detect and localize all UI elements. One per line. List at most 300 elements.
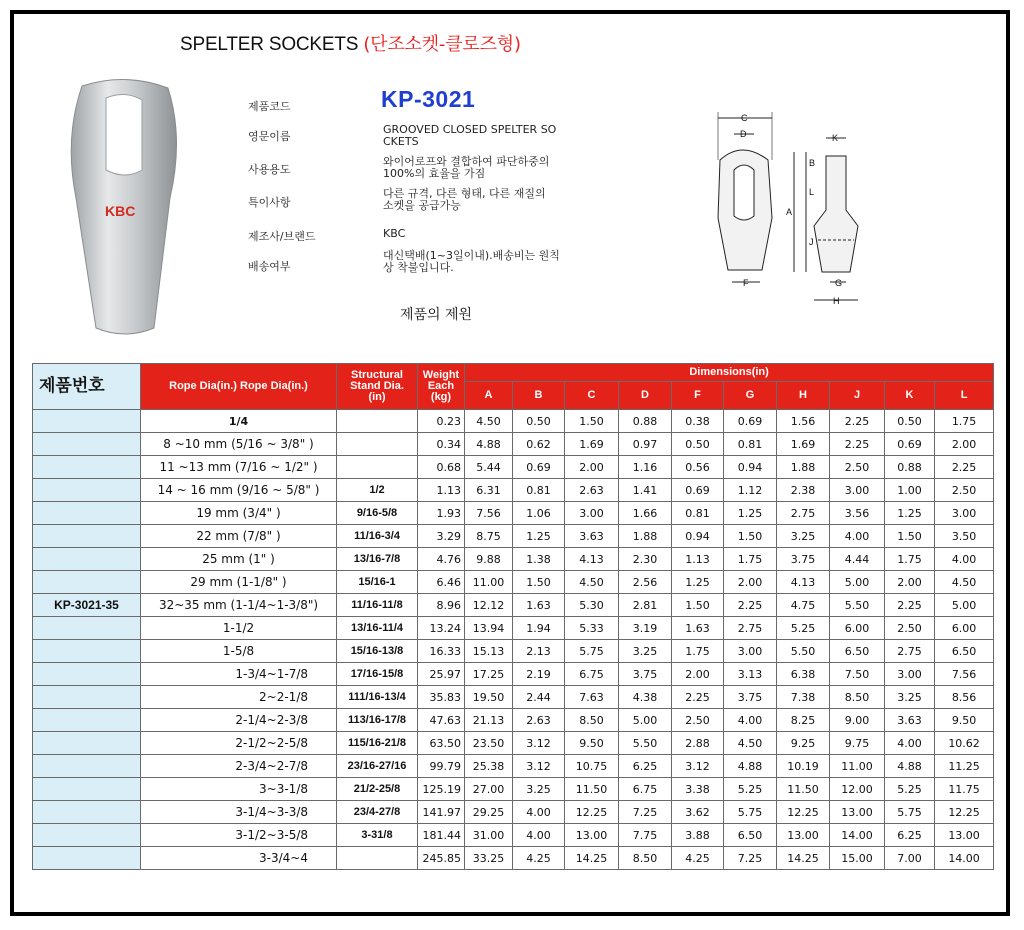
dim-cell-a: 4.50 bbox=[465, 410, 513, 433]
dim-cell-c: 14.25 bbox=[565, 847, 619, 870]
dim-cell-l: 7.56 bbox=[935, 663, 994, 686]
dim-label-c: C bbox=[741, 113, 748, 123]
dim-cell-c: 1.69 bbox=[565, 433, 619, 456]
rope-dia-cell: 1/4 bbox=[141, 410, 337, 433]
weight-cell: 25.97 bbox=[418, 663, 465, 686]
table-row bbox=[33, 824, 994, 847]
product-code-cell bbox=[33, 732, 141, 755]
dim-col-header-d: D bbox=[619, 382, 672, 410]
dim-cell-h: 6.38 bbox=[777, 663, 830, 686]
shipping-value bbox=[383, 250, 583, 274]
dim-cell-b: 2.13 bbox=[513, 640, 565, 663]
dim-cell-j: 5.50 bbox=[830, 594, 885, 617]
dim-cell-f: 3.88 bbox=[672, 824, 724, 847]
dim-cell-g: 0.94 bbox=[724, 456, 777, 479]
shipping-label: 배송여부 bbox=[248, 260, 291, 273]
dim-cell-c: 2.00 bbox=[565, 456, 619, 479]
dim-cell-b: 1.50 bbox=[513, 571, 565, 594]
product-code-cell: KP-3021-35 bbox=[33, 594, 141, 617]
dim-label-a: A bbox=[786, 207, 793, 217]
dim-cell-l: 6.00 bbox=[935, 617, 994, 640]
rope-header: Rope Dia(in.) Rope Dia(in.) bbox=[141, 364, 337, 410]
dim-cell-h: 2.75 bbox=[777, 502, 830, 525]
dim-cell-c: 8.50 bbox=[565, 709, 619, 732]
rope-dia-cell: 32~35 mm (1-1/4~1-3/8") bbox=[141, 594, 337, 617]
dim-cell-c: 6.75 bbox=[565, 663, 619, 686]
dim-cell-d: 2.56 bbox=[619, 571, 672, 594]
dim-cell-b: 3.25 bbox=[513, 778, 565, 801]
code-header: 제품번호 bbox=[33, 364, 141, 410]
product-code-cell bbox=[33, 548, 141, 571]
dim-cell-b: 0.69 bbox=[513, 456, 565, 479]
dim-cell-j: 3.00 bbox=[830, 479, 885, 502]
dim-cell-l: 2.25 bbox=[935, 456, 994, 479]
rope-dia-cell: 14 ~ 16 mm (9/16 ~ 5/8" ) bbox=[141, 479, 337, 502]
table-row bbox=[33, 617, 994, 640]
dim-cell-b: 1.38 bbox=[513, 548, 565, 571]
dim-cell-k: 2.00 bbox=[885, 571, 935, 594]
dim-cell-a: 6.31 bbox=[465, 479, 513, 502]
dim-cell-d: 1.16 bbox=[619, 456, 672, 479]
weight-cell: 181.44 bbox=[418, 824, 465, 847]
dim-cell-j: 12.00 bbox=[830, 778, 885, 801]
dim-cell-b: 3.12 bbox=[513, 755, 565, 778]
product-code-cell bbox=[33, 479, 141, 502]
dim-cell-d: 3.75 bbox=[619, 663, 672, 686]
dim-cell-l: 14.00 bbox=[935, 847, 994, 870]
struct-dia-cell: 23/16-27/16 bbox=[337, 755, 418, 778]
feature-value bbox=[383, 188, 583, 212]
dim-cell-k: 3.63 bbox=[885, 709, 935, 732]
dim-cell-f: 0.94 bbox=[672, 525, 724, 548]
dim-cell-l: 11.25 bbox=[935, 755, 994, 778]
dim-cell-a: 15.13 bbox=[465, 640, 513, 663]
product-code-cell bbox=[33, 755, 141, 778]
dim-cell-l: 2.00 bbox=[935, 433, 994, 456]
dim-cell-a: 11.00 bbox=[465, 571, 513, 594]
dim-cell-c: 10.75 bbox=[565, 755, 619, 778]
dim-cell-h: 3.25 bbox=[777, 525, 830, 548]
dim-cell-j: 7.50 bbox=[830, 663, 885, 686]
dim-cell-g: 5.25 bbox=[724, 778, 777, 801]
dim-cell-a: 12.12 bbox=[465, 594, 513, 617]
weight-cell: 0.23 bbox=[418, 410, 465, 433]
dim-cell-d: 3.25 bbox=[619, 640, 672, 663]
rope-dia-cell: 3-1/4~3-3/8 bbox=[141, 801, 337, 824]
dim-cell-a: 17.25 bbox=[465, 663, 513, 686]
dim-cell-f: 1.75 bbox=[672, 640, 724, 663]
dim-cell-j: 2.25 bbox=[830, 410, 885, 433]
weight-header-line2: Each bbox=[427, 380, 455, 392]
struct-header bbox=[337, 364, 418, 410]
dim-cell-j: 8.50 bbox=[830, 686, 885, 709]
dim-cell-b: 2.63 bbox=[513, 709, 565, 732]
dim-cell-j: 6.00 bbox=[830, 617, 885, 640]
table-row bbox=[33, 801, 994, 824]
usage-value bbox=[383, 156, 583, 180]
dim-cell-g: 3.00 bbox=[724, 640, 777, 663]
dim-cell-a: 7.56 bbox=[465, 502, 513, 525]
dim-cell-f: 2.00 bbox=[672, 663, 724, 686]
dim-cell-b: 4.00 bbox=[513, 824, 565, 847]
title-kr: (단조소켓-클로즈형) bbox=[363, 34, 521, 55]
dim-cell-b: 3.12 bbox=[513, 732, 565, 755]
product-code-cell bbox=[33, 525, 141, 548]
struct-dia-cell bbox=[337, 847, 418, 870]
dim-cell-d: 1.88 bbox=[619, 525, 672, 548]
dim-cell-l: 2.50 bbox=[935, 479, 994, 502]
struct-header-line3: (in) bbox=[368, 391, 386, 403]
struct-dia-cell: 13/16-7/8 bbox=[337, 548, 418, 571]
dim-cell-d: 4.38 bbox=[619, 686, 672, 709]
dim-cell-c: 1.50 bbox=[565, 410, 619, 433]
dim-cell-g: 6.50 bbox=[724, 824, 777, 847]
dim-cell-l: 6.50 bbox=[935, 640, 994, 663]
product-code-cell bbox=[33, 456, 141, 479]
feature-label: 특이사항 bbox=[248, 196, 291, 209]
dim-cell-a: 9.88 bbox=[465, 548, 513, 571]
weight-cell: 4.76 bbox=[418, 548, 465, 571]
rope-dia-cell: 2-3/4~2-7/8 bbox=[141, 755, 337, 778]
struct-dia-cell: 11/16-3/4 bbox=[337, 525, 418, 548]
dim-cell-j: 14.00 bbox=[830, 824, 885, 847]
dim-cell-f: 1.50 bbox=[672, 594, 724, 617]
dim-cell-f: 1.25 bbox=[672, 571, 724, 594]
weight-cell: 47.63 bbox=[418, 709, 465, 732]
struct-dia-cell: 15/16-13/8 bbox=[337, 640, 418, 663]
dim-cell-l: 1.75 bbox=[935, 410, 994, 433]
dim-col-header-b: B bbox=[513, 382, 565, 410]
brand-mark: KBC bbox=[105, 203, 136, 219]
dim-cell-k: 1.00 bbox=[885, 479, 935, 502]
table-row bbox=[33, 479, 994, 502]
rope-dia-cell: 2~2-1/8 bbox=[141, 686, 337, 709]
dim-cell-h: 12.25 bbox=[777, 801, 830, 824]
product-code-cell bbox=[33, 617, 141, 640]
struct-dia-cell: 21/2-25/8 bbox=[337, 778, 418, 801]
dim-cell-k: 1.75 bbox=[885, 548, 935, 571]
dim-cell-a: 27.00 bbox=[465, 778, 513, 801]
dim-cell-k: 1.25 bbox=[885, 502, 935, 525]
weight-cell: 99.79 bbox=[418, 755, 465, 778]
dim-cell-l: 10.62 bbox=[935, 732, 994, 755]
weight-header-line1: Weight bbox=[422, 369, 460, 381]
dim-col-header-c: C bbox=[565, 382, 619, 410]
dim-label-f: F bbox=[743, 278, 749, 288]
dim-cell-d: 1.66 bbox=[619, 502, 672, 525]
dim-cell-d: 7.25 bbox=[619, 801, 672, 824]
dim-cell-j: 4.00 bbox=[830, 525, 885, 548]
weight-cell: 6.46 bbox=[418, 571, 465, 594]
dim-cell-c: 4.13 bbox=[565, 548, 619, 571]
dim-cell-b: 4.25 bbox=[513, 847, 565, 870]
struct-dia-cell bbox=[337, 456, 418, 479]
dim-cell-h: 4.13 bbox=[777, 571, 830, 594]
dim-cell-a: 33.25 bbox=[465, 847, 513, 870]
shipping-line2: 상 착불입니다. bbox=[383, 261, 454, 274]
product-code-cell bbox=[33, 571, 141, 594]
product-code-cell bbox=[33, 640, 141, 663]
dim-cell-k: 0.88 bbox=[885, 456, 935, 479]
dim-cell-c: 12.25 bbox=[565, 801, 619, 824]
dim-label-g: G bbox=[835, 278, 843, 288]
rope-dia-cell: 3~3-1/8 bbox=[141, 778, 337, 801]
struct-dia-cell: 111/16-13/4 bbox=[337, 686, 418, 709]
dim-cell-h: 5.50 bbox=[777, 640, 830, 663]
struct-dia-cell bbox=[337, 410, 418, 433]
product-code-cell bbox=[33, 824, 141, 847]
name-label: 영문이름 bbox=[248, 130, 291, 143]
product-photo bbox=[62, 78, 188, 340]
dim-cell-b: 1.94 bbox=[513, 617, 565, 640]
dim-cell-j: 3.56 bbox=[830, 502, 885, 525]
dim-cell-c: 3.00 bbox=[565, 502, 619, 525]
dim-cell-a: 29.25 bbox=[465, 801, 513, 824]
english-name bbox=[383, 124, 583, 148]
product-code-cell bbox=[33, 663, 141, 686]
weight-cell: 0.68 bbox=[418, 456, 465, 479]
weight-header-line3: (kg) bbox=[430, 391, 452, 403]
dim-cell-a: 21.13 bbox=[465, 709, 513, 732]
dim-cell-c: 5.75 bbox=[565, 640, 619, 663]
dim-cell-f: 3.62 bbox=[672, 801, 724, 824]
dim-cell-f: 1.13 bbox=[672, 548, 724, 571]
dim-cell-c: 13.00 bbox=[565, 824, 619, 847]
dim-cell-k: 2.25 bbox=[885, 594, 935, 617]
dim-cell-d: 2.30 bbox=[619, 548, 672, 571]
page-title bbox=[180, 30, 521, 56]
table-row bbox=[33, 525, 994, 548]
weight-cell: 141.97 bbox=[418, 801, 465, 824]
dim-cell-a: 4.88 bbox=[465, 433, 513, 456]
table-row bbox=[33, 433, 994, 456]
struct-header-line1: Structural bbox=[351, 369, 403, 381]
dim-cell-f: 1.63 bbox=[672, 617, 724, 640]
dim-cell-l: 9.50 bbox=[935, 709, 994, 732]
dim-cell-k: 1.50 bbox=[885, 525, 935, 548]
dim-cell-f: 2.50 bbox=[672, 709, 724, 732]
dim-cell-h: 11.50 bbox=[777, 778, 830, 801]
table-row bbox=[33, 663, 994, 686]
product-code-cell bbox=[33, 709, 141, 732]
shipping-line1: 대신택배(1~3일이내).배송비는 원칙 bbox=[383, 249, 560, 262]
english-name-line1: GROOVED CLOSED SPELTER SO bbox=[383, 123, 557, 136]
dim-cell-k: 2.50 bbox=[885, 617, 935, 640]
rope-dia-cell: 2-1/2~2-5/8 bbox=[141, 732, 337, 755]
rope-dia-cell: 1-1/2 bbox=[141, 617, 337, 640]
dim-cell-j: 13.00 bbox=[830, 801, 885, 824]
dim-cell-l: 3.50 bbox=[935, 525, 994, 548]
dim-cell-g: 7.25 bbox=[724, 847, 777, 870]
product-code-cell bbox=[33, 433, 141, 456]
dim-cell-h: 10.19 bbox=[777, 755, 830, 778]
struct-dia-cell: 113/16-17/8 bbox=[337, 709, 418, 732]
product-code-cell bbox=[33, 410, 141, 433]
dim-cell-l: 8.56 bbox=[935, 686, 994, 709]
english-name-line2: CKETS bbox=[383, 135, 419, 148]
spec-table bbox=[32, 363, 994, 870]
dim-cell-d: 3.19 bbox=[619, 617, 672, 640]
table-row bbox=[33, 778, 994, 801]
table-row bbox=[33, 594, 994, 617]
dim-cell-l: 5.00 bbox=[935, 594, 994, 617]
dim-cell-l: 3.00 bbox=[935, 502, 994, 525]
dim-cell-l: 4.50 bbox=[935, 571, 994, 594]
dim-cell-g: 1.12 bbox=[724, 479, 777, 502]
product-code-cell bbox=[33, 801, 141, 824]
dim-col-header-g: G bbox=[724, 382, 777, 410]
dim-cell-b: 2.44 bbox=[513, 686, 565, 709]
rope-dia-cell: 29 mm (1-1/8" ) bbox=[141, 571, 337, 594]
dim-label-b: B bbox=[809, 158, 816, 168]
dim-col-header-f: F bbox=[672, 382, 724, 410]
weight-cell: 16.33 bbox=[418, 640, 465, 663]
table-row bbox=[33, 732, 994, 755]
weight-cell: 0.34 bbox=[418, 433, 465, 456]
rope-dia-cell: 19 mm (3/4" ) bbox=[141, 502, 337, 525]
table-row bbox=[33, 847, 994, 870]
dim-cell-j: 6.50 bbox=[830, 640, 885, 663]
dim-cell-l: 4.00 bbox=[935, 548, 994, 571]
rope-dia-cell: 1-3/4~1-7/8 bbox=[141, 663, 337, 686]
dim-cell-k: 2.75 bbox=[885, 640, 935, 663]
struct-dia-cell bbox=[337, 433, 418, 456]
dim-cell-b: 0.81 bbox=[513, 479, 565, 502]
weight-cell: 3.29 bbox=[418, 525, 465, 548]
dim-cell-h: 8.25 bbox=[777, 709, 830, 732]
product-code-cell bbox=[33, 686, 141, 709]
dim-cell-h: 1.56 bbox=[777, 410, 830, 433]
dim-cell-f: 3.12 bbox=[672, 755, 724, 778]
dim-cell-k: 0.50 bbox=[885, 410, 935, 433]
rope-dia-cell: 2-1/4~2-3/8 bbox=[141, 709, 337, 732]
usage-label: 사용용도 bbox=[248, 163, 291, 176]
weight-cell: 125.19 bbox=[418, 778, 465, 801]
dim-cell-l: 13.00 bbox=[935, 824, 994, 847]
dim-cell-d: 5.50 bbox=[619, 732, 672, 755]
dim-cell-l: 12.25 bbox=[935, 801, 994, 824]
dim-cell-h: 7.38 bbox=[777, 686, 830, 709]
dim-cell-j: 9.00 bbox=[830, 709, 885, 732]
rope-dia-cell: 1-5/8 bbox=[141, 640, 337, 663]
maker-label: 제조사/브랜드 bbox=[248, 230, 316, 243]
dim-col-header-l: L bbox=[935, 382, 994, 410]
usage-line2: 100%의 효율을 가짐 bbox=[383, 167, 486, 180]
dim-cell-k: 6.25 bbox=[885, 824, 935, 847]
dim-cell-f: 0.50 bbox=[672, 433, 724, 456]
dim-cell-d: 7.75 bbox=[619, 824, 672, 847]
spec-heading: 제품의 제원 bbox=[400, 307, 473, 323]
dim-cell-k: 5.25 bbox=[885, 778, 935, 801]
rope-dia-cell: 3-3/4~4 bbox=[141, 847, 337, 870]
weight-cell: 1.93 bbox=[418, 502, 465, 525]
dim-col-header-k: K bbox=[885, 382, 935, 410]
dim-cell-j: 15.00 bbox=[830, 847, 885, 870]
dim-cell-j: 2.50 bbox=[830, 456, 885, 479]
dim-cell-c: 5.30 bbox=[565, 594, 619, 617]
dim-label-d: D bbox=[740, 129, 747, 139]
dim-cell-d: 5.00 bbox=[619, 709, 672, 732]
dim-cell-g: 3.13 bbox=[724, 663, 777, 686]
dim-label-k: K bbox=[832, 133, 839, 143]
feature-line1: 다른 규격, 다른 형태, 다른 재질의 bbox=[383, 187, 546, 200]
struct-dia-cell: 13/16-11/4 bbox=[337, 617, 418, 640]
dim-cell-j: 5.00 bbox=[830, 571, 885, 594]
dim-cell-g: 3.75 bbox=[724, 686, 777, 709]
dim-cell-d: 1.41 bbox=[619, 479, 672, 502]
dim-cell-c: 11.50 bbox=[565, 778, 619, 801]
dim-cell-c: 5.33 bbox=[565, 617, 619, 640]
dim-cell-g: 0.69 bbox=[724, 410, 777, 433]
dim-cell-f: 0.38 bbox=[672, 410, 724, 433]
dimension-diagram bbox=[690, 100, 900, 320]
dim-cell-g: 1.50 bbox=[724, 525, 777, 548]
rope-dia-cell: 11 ~13 mm (7/16 ~ 1/2" ) bbox=[141, 456, 337, 479]
dim-cell-j: 4.44 bbox=[830, 548, 885, 571]
dim-cell-a: 8.75 bbox=[465, 525, 513, 548]
dim-cell-l: 11.75 bbox=[935, 778, 994, 801]
table-row bbox=[33, 640, 994, 663]
dim-cell-f: 2.25 bbox=[672, 686, 724, 709]
dim-cell-g: 4.88 bbox=[724, 755, 777, 778]
dim-cell-c: 2.63 bbox=[565, 479, 619, 502]
dim-cell-h: 2.38 bbox=[777, 479, 830, 502]
table-row bbox=[33, 571, 994, 594]
dim-cell-b: 4.00 bbox=[513, 801, 565, 824]
product-code-cell bbox=[33, 502, 141, 525]
product-code-cell bbox=[33, 778, 141, 801]
rope-dia-cell: 25 mm (1" ) bbox=[141, 548, 337, 571]
dim-cell-a: 25.38 bbox=[465, 755, 513, 778]
table-row bbox=[33, 502, 994, 525]
dimensions-header: Dimensions(in) bbox=[465, 364, 994, 382]
dim-cell-d: 6.25 bbox=[619, 755, 672, 778]
weight-cell: 245.85 bbox=[418, 847, 465, 870]
dim-cell-f: 2.88 bbox=[672, 732, 724, 755]
dim-cell-h: 13.00 bbox=[777, 824, 830, 847]
dim-cell-k: 3.25 bbox=[885, 686, 935, 709]
table-row bbox=[33, 410, 994, 433]
dim-cell-g: 0.81 bbox=[724, 433, 777, 456]
table-row bbox=[33, 548, 994, 571]
dim-cell-b: 1.25 bbox=[513, 525, 565, 548]
dim-cell-k: 5.75 bbox=[885, 801, 935, 824]
product-code-cell bbox=[33, 847, 141, 870]
dim-cell-k: 0.69 bbox=[885, 433, 935, 456]
rope-dia-cell: 3-1/2~3-5/8 bbox=[141, 824, 337, 847]
dim-cell-d: 6.75 bbox=[619, 778, 672, 801]
dim-cell-g: 5.75 bbox=[724, 801, 777, 824]
weight-cell: 35.83 bbox=[418, 686, 465, 709]
dim-label-h: H bbox=[833, 296, 840, 306]
dim-cell-a: 13.94 bbox=[465, 617, 513, 640]
dim-cell-g: 1.75 bbox=[724, 548, 777, 571]
weight-header bbox=[418, 364, 465, 410]
dim-cell-c: 4.50 bbox=[565, 571, 619, 594]
dim-cell-k: 7.00 bbox=[885, 847, 935, 870]
weight-cell: 1.13 bbox=[418, 479, 465, 502]
dim-cell-j: 9.75 bbox=[830, 732, 885, 755]
dim-cell-g: 2.25 bbox=[724, 594, 777, 617]
code-label: 제품코드 bbox=[248, 100, 291, 113]
dim-col-header-a: A bbox=[465, 382, 513, 410]
dim-cell-h: 1.69 bbox=[777, 433, 830, 456]
struct-dia-cell: 15/16-1 bbox=[337, 571, 418, 594]
dim-cell-b: 0.62 bbox=[513, 433, 565, 456]
struct-dia-cell: 3-31/8 bbox=[337, 824, 418, 847]
dim-cell-h: 14.25 bbox=[777, 847, 830, 870]
struct-dia-cell: 23/4-27/8 bbox=[337, 801, 418, 824]
